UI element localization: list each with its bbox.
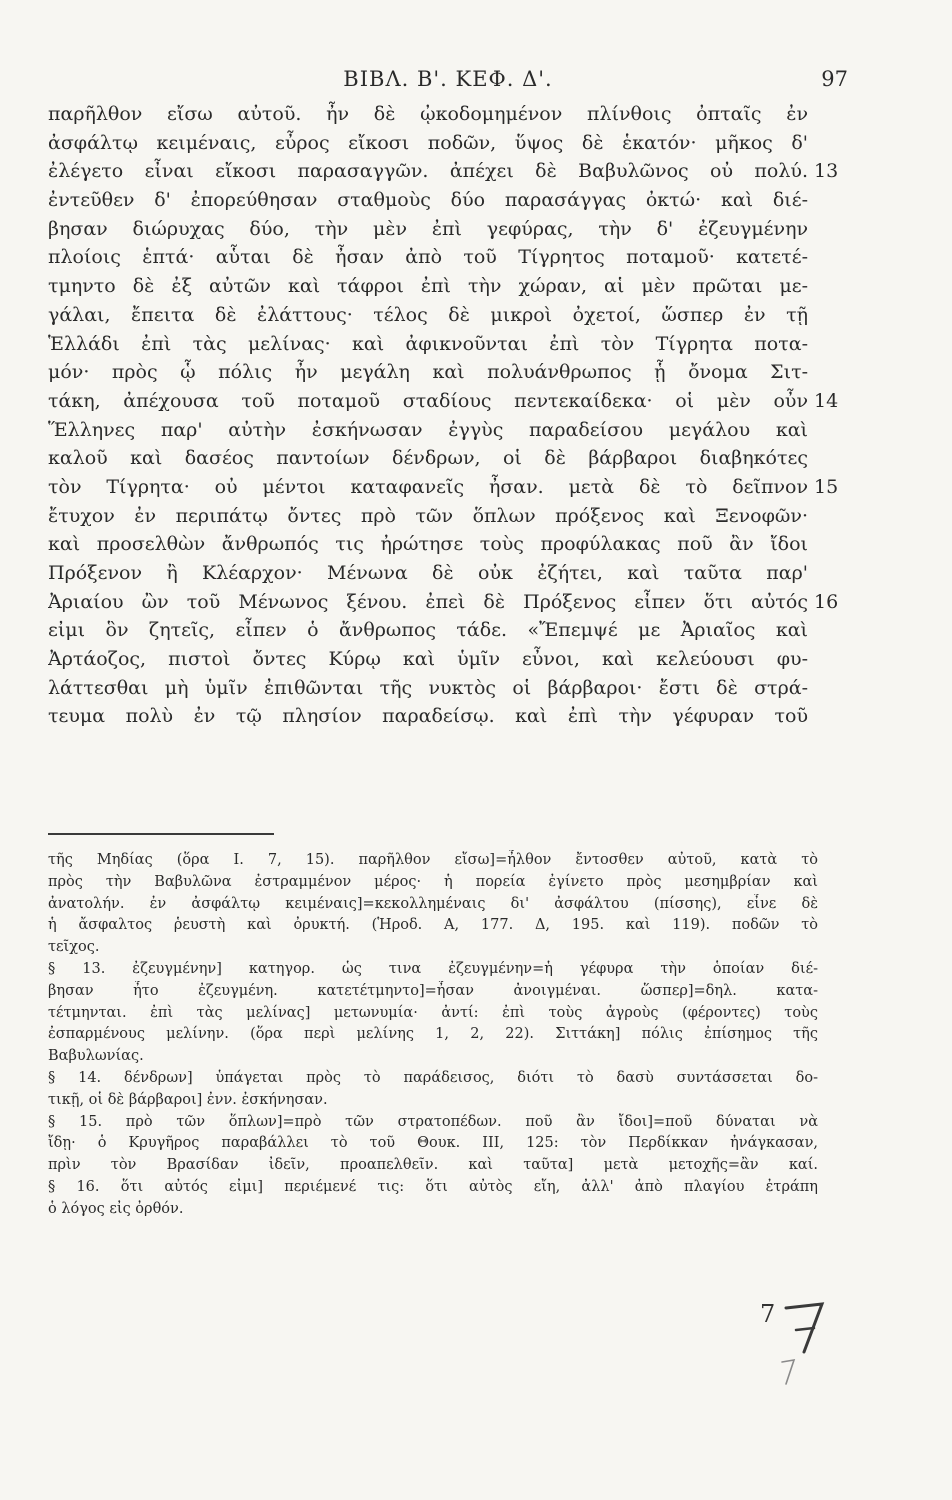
text-line: Ἀριαίου ὢν τοῦ Μένωνος ξένου. ἐπεὶ δὲ Πρόξενος εἶπεν ὅτι αὐτός bbox=[48, 590, 808, 613]
text-line: τευμα πολὺ ἐν τῷ πλησίον παραδείσῳ. καὶ ἐπὶ τὴν γέφυραν τοῦ bbox=[48, 705, 808, 728]
text-line: ἐντεῦθεν δ' ἐπορεύθησαν σταθμοὺς δύο παρασάγγας ὀκτώ· καὶ διέ- bbox=[48, 189, 808, 212]
note-line: § 16. ὅτι αὐτός εἰμι] περιέμενέ τις: ὅτι αὐτὸς εἴη, ἀλλ' ἀπὸ πλαγίου ἐτράπη bbox=[48, 1178, 818, 1195]
note-line: ὁ λόγος εἰς ὀρθόν. bbox=[48, 1200, 184, 1217]
note-line: τῆς Μηδίας (ὅρα Ι. 7, 15). παρῆλθον εἴσω]=ἦλθον ἔντοσθεν αὐτοῦ, κατὰ τὸ bbox=[48, 852, 818, 868]
page-header bbox=[48, 64, 848, 94]
text-line: Ἀρτάοζος, πιστοὶ ὄντες Κύρῳ καὶ ὑμῖν εὖνοι, καὶ κελεύουσι φυ- bbox=[48, 648, 808, 671]
text-line: τμηντο δὲ ἐξ αὐτῶν καὶ τάφροι ἐπὶ τὴν χώραν, αἱ μὲν πρῶται με- bbox=[48, 275, 808, 298]
text-line: καὶ προσελθὼν ἄνθρωπός τις ἠρώτησε τοὺς προφύλακας ποῦ ἂν ἴδοι bbox=[48, 533, 808, 556]
text-line: καλοῦ καὶ δασέος παντοίων δένδρων, οἱ δὲ βάρβαροι διαβηκότες bbox=[48, 447, 808, 470]
section-number: 15 bbox=[814, 476, 839, 499]
signature-numeral: 7 bbox=[760, 1300, 776, 1328]
text-line: λάττεσθαι μὴ ὑμῖν ἐπιθῶνται τῆς νυκτὸς οἱ βάρβαροι· ἔστι δὲ στρά- bbox=[48, 676, 808, 699]
note-line: ἡ ἄσφαλτος ῥευστὴ καὶ ὀρυκτή. (Ἡροδ. Α, 177. Δ, 195. καὶ 119). ποδῶν τὸ bbox=[48, 917, 818, 934]
footnote-separator-rule bbox=[48, 833, 274, 835]
note-line: ἴδῃ· ὁ Κρυγῆρος παραβάλλει τὸ τοῦ Θουκ. ΙΙΙ, 125: τὸν Περδίκκαν ἠνάγκασαν, bbox=[48, 1135, 818, 1152]
note-line: ἀνατολήν. ἐν ἀσφάλτῳ κειμέναις]=κεκολλημέναις δι' ἀσφάλτου (πίσσης), εἶνε δὲ bbox=[48, 895, 818, 912]
text-line: εἰμι ὃν ζητεῖς, εἶπεν ὁ ἄνθρωπος τάδε. «Ἔπεμψέ με Ἀριαῖος καὶ bbox=[48, 619, 808, 642]
note-line: Βαβυλωνίας. bbox=[48, 1048, 144, 1065]
text-line: βησαν διώρυχας δύο, τὴν μὲν ἐπὶ γεφύρας, τὴν δ' ἐζευγμένην bbox=[48, 217, 808, 240]
note-line: ἐσπαρμένους μελίνην. (ὅρα περὶ μελίνης 1, 2, 22). Σιττάκη] πόλις ἐπίσημος τῆς bbox=[48, 1026, 818, 1043]
note-line: πρὶν τὸν Βρασίδαν ἰδεῖν, προαπελθεῖν. καὶ ταῦτα] μετὰ μετοχῆς=ἂν καί. bbox=[48, 1157, 818, 1174]
page-number: 97 bbox=[821, 67, 848, 91]
note-line: § 14. δένδρων] ὑπάγεται πρὸς τὸ παράδεισος, διότι τὸ δασὺ συντάσσεται δο- bbox=[48, 1069, 818, 1086]
main-greek-text bbox=[48, 100, 808, 731]
text-line: Ἑλλάδι ἐπὶ τὰς μελίνας· καὶ ἀφικνοῦνται ἐπὶ τὸν Τίγρητα ποτα- bbox=[48, 332, 808, 355]
text-line: τάκη, ἀπέχουσα τοῦ ποταμοῦ σταδίους πεντεκαίδεκα· οἱ μὲν οὖν bbox=[48, 389, 808, 412]
section-number: 14 bbox=[814, 390, 839, 412]
note-line: τεῖχος. bbox=[48, 939, 100, 956]
text-line: τὸν Τίγρητα· οὐ μέντοι καταφανεῖς ἦσαν. μετὰ δὲ τὸ δεῖπνον bbox=[48, 475, 808, 498]
text-line: Ἕλληνες παρ' αὐτὴν ἐσκήνωσαν ἐγγὺς παραδείσου μεγάλου καὶ bbox=[48, 418, 808, 441]
text-line: Πρόξενον ἢ Κλέαρχον· Μένωνα δὲ οὐκ ἐζήτει, καὶ ταῦτα παρ' bbox=[48, 562, 808, 584]
note-line: πρὸς τὴν Βαβυλῶνα ἐστραμμένον μέρος· ἡ πορεία ἐγίνετο πρὸς μεσημβρίαν καὶ bbox=[48, 873, 818, 890]
gathering-signature bbox=[760, 1290, 840, 1400]
note-line: τικῇ, οἱ δὲ βάρβαροι] ἐνν. ἐσκήνησαν. bbox=[48, 1091, 328, 1108]
note-line: τέτμηνται. ἐπὶ τὰς μελίνας] μετωνυμία· ἀντί: ἐπὶ τοὺς ἀγροὺς (φέροντες) τοὺς bbox=[48, 1004, 818, 1021]
text-line: ἀσφάλτῳ κειμέναις, εὖρος εἴκοσι ποδῶν, ὕψος δὲ ἑκατόν· μῆκος δ' bbox=[48, 131, 808, 154]
text-line: ἔτυχον ἐν περιπάτῳ ὄντες πρὸ τῶν ὅπλων πρόξενος καὶ Ξενοφῶν· bbox=[48, 504, 808, 527]
section-number: 13 bbox=[814, 160, 839, 183]
section-number: 16 bbox=[814, 590, 839, 613]
running-head: ΒΙΒΛ. Β'. ΚΕΦ. Δ'. bbox=[343, 67, 553, 91]
note-line: § 15. πρὸ τῶν ὅπλων]=πρὸ τῶν στρατοπέδων. ποῦ ἂν ἴδοι]=ποῦ δύναται νὰ bbox=[48, 1113, 818, 1130]
text-line: μόν· πρὸς ᾧ πόλις ἦν μεγάλη καὶ πολυάνθρωπος ᾗ ὄνομα Σιτ- bbox=[48, 361, 808, 384]
text-line: παρῆλθον εἴσω αὐτοῦ. ἦν δὲ ᾠκοδομημένον πλίνθοις ὀπταῖς ἐν bbox=[48, 103, 808, 125]
text-line: ἐλέγετο εἶναι εἴκοσι παρασαγγῶν. ἀπέχει δὲ Βαβυλῶνος οὐ πολύ. bbox=[48, 160, 808, 183]
handwritten-seven-mark bbox=[774, 1290, 834, 1390]
commentary-notes bbox=[48, 850, 818, 1221]
note-line: βησαν ἦτο ἐζευγμένη. κατετέτμηντο]=ἦσαν ἀνοιγμέναι. ὥσπερ]=δηλ. κατα- bbox=[48, 982, 818, 999]
text-line: γάλαι, ἔπειτα δὲ ἐλάττους· τέλος δὲ μικροὶ ὀχετοί, ὥσπερ ἐν τῇ bbox=[48, 303, 808, 326]
text-line: πλοίοις ἑπτά· αὗται δὲ ἦσαν ἀπὸ τοῦ Τίγρητος ποταμοῦ· κατετέ- bbox=[48, 246, 808, 269]
note-line: § 13. ἐζευγμένην] κατηγορ. ὡς τινα ἐζευγμένην=ἡ γέφυρα τὴν ὁποίαν διέ- bbox=[48, 960, 818, 977]
